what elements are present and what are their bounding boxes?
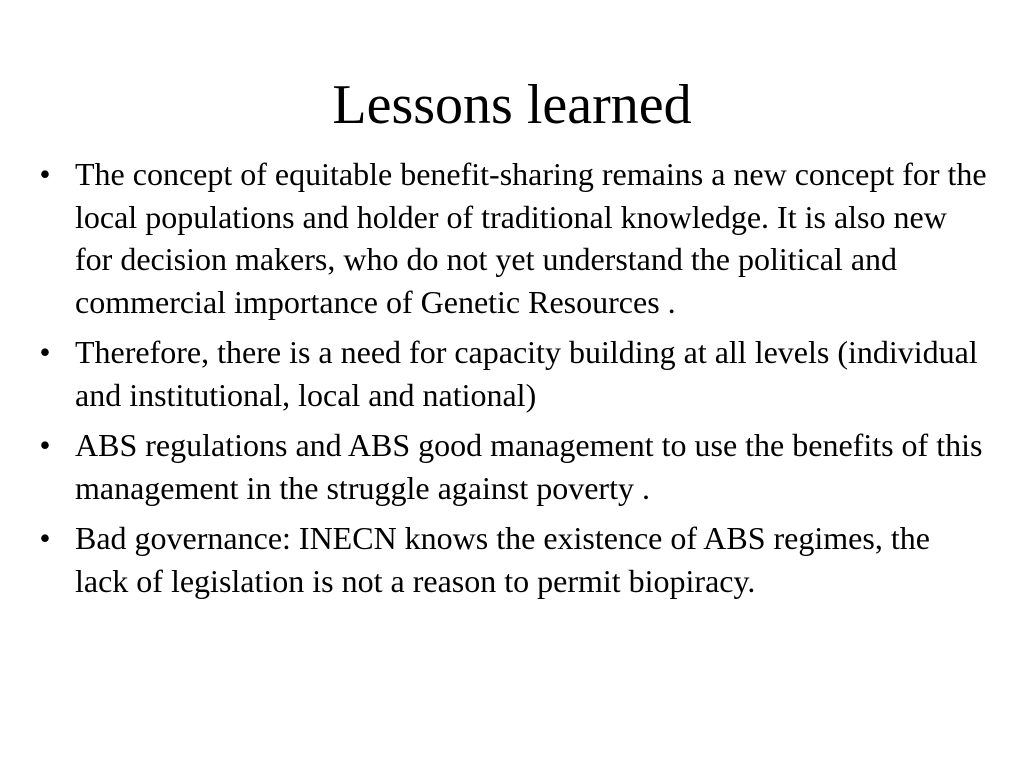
bullet-icon: • — [39, 520, 51, 556]
bullet-item — [30, 424, 990, 509]
bullet-text: ABS regulations and ABS good management to use the benefits of this management in the struggle against poverty . — [75, 427, 983, 506]
bullet-icon: • — [39, 427, 51, 463]
bullet-item — [30, 153, 990, 323]
bullet-list — [30, 153, 990, 610]
bullet-text: Therefore, there is a need for capacity building at all levels (individual and institutional, local and national) — [75, 334, 978, 413]
bullet-text: The concept of equitable benefit-sharing remains a new concept for the local populations and holder of traditional knowledge. It is also new for decision makers, who do not yet understand the political and commercial importance of Genetic Resources . — [75, 156, 987, 320]
bullet-item — [30, 517, 990, 602]
bullet-icon: • — [39, 334, 51, 370]
slide-title: Lessons learned — [332, 74, 692, 136]
bullet-icon: • — [39, 156, 51, 192]
bullet-text: Bad governance: INECN knows the existence of ABS regimes, the lack of legislation is not a reason to permit biopiracy. — [75, 520, 930, 599]
bullet-item — [30, 331, 990, 416]
